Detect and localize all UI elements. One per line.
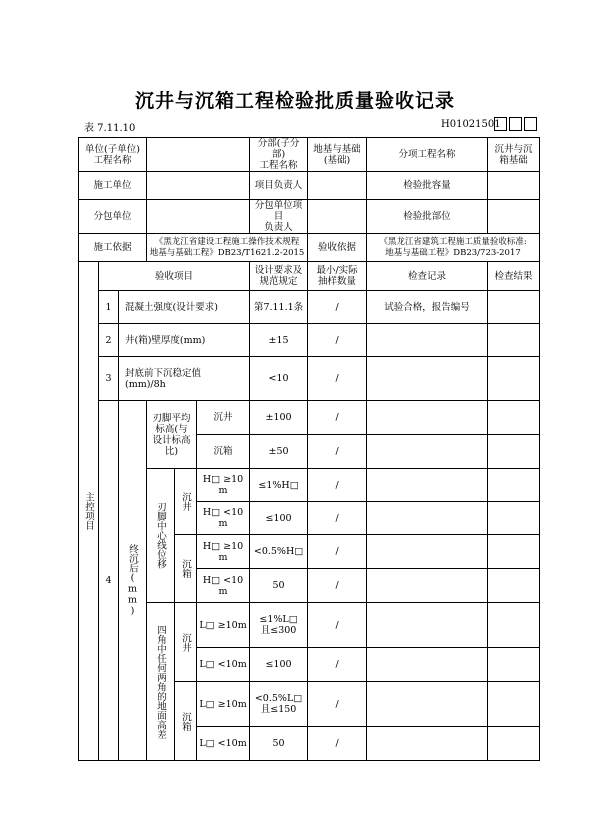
row-record[interactable] xyxy=(367,401,488,435)
cond: L□ <10m xyxy=(197,648,250,682)
row-sample: / xyxy=(308,535,367,569)
row-no: 4 xyxy=(99,401,119,761)
code-box[interactable] xyxy=(524,117,537,131)
basis-value: 《黑龙江省建设工程施工操作技术规程 地基与基础工程》DB23/T1621.2-2015 xyxy=(147,234,308,262)
row-item: 封底前下沉稳定值 (mm)/8h xyxy=(119,357,250,401)
row-record[interactable] xyxy=(367,502,488,535)
row-req: ±15 xyxy=(250,324,308,357)
sub-pm-label: 分包单位项目 负责人 xyxy=(250,200,308,234)
page-title: 沉井与沉箱工程检验批质量验收记录 xyxy=(134,90,455,112)
row-result[interactable] xyxy=(488,682,540,727)
row-result[interactable] xyxy=(488,357,540,401)
row-result[interactable] xyxy=(488,502,540,535)
row-result[interactable] xyxy=(488,648,540,682)
row-req: 50 xyxy=(250,569,308,603)
well-label: 沉井 xyxy=(175,469,197,535)
capacity-label: 检验批容量 xyxy=(367,172,488,200)
contractor-value[interactable] xyxy=(147,172,250,200)
code-box[interactable] xyxy=(509,117,522,131)
col-design: 设计要求及 规范规定 xyxy=(250,262,308,291)
row-record[interactable] xyxy=(367,357,488,401)
row-sample: / xyxy=(308,469,367,502)
item-value: 沉井与沉箱基础 xyxy=(488,138,540,172)
box-label: 沉箱 xyxy=(175,535,197,603)
pm-label: 项目负责人 xyxy=(250,172,308,200)
cond: L□ ≥10m xyxy=(197,682,250,727)
row-req: ≤100 xyxy=(250,502,308,535)
row-req: ≤1%L□ 且≤300 xyxy=(250,603,308,648)
col-item: 验收项目 xyxy=(99,262,250,291)
row-result[interactable] xyxy=(488,435,540,469)
basis-label: 施工依据 xyxy=(79,234,147,262)
capacity-value[interactable] xyxy=(488,172,540,200)
row-req: <0.5%H□ xyxy=(250,535,308,569)
row-record[interactable] xyxy=(367,648,488,682)
row-no: 1 xyxy=(99,291,119,324)
contractor-label: 施工单位 xyxy=(79,172,147,200)
form-number: 表 7.11.10 xyxy=(84,123,136,134)
row-record[interactable] xyxy=(367,324,488,357)
cond: H□ <10m xyxy=(197,569,250,603)
row-item: 混凝土强度(设计要求) xyxy=(119,291,250,324)
blade-elevation-label: 刃脚平均 标高(与 设计标高 比) xyxy=(147,401,197,469)
row-record[interactable] xyxy=(367,569,488,603)
code-box[interactable] xyxy=(494,117,507,131)
row-result[interactable] xyxy=(488,291,540,324)
row-result[interactable] xyxy=(488,603,540,648)
acceptance-basis-value: 《黑龙江省建筑工程施工质量验收标准: 地基与基础工程》DB23/723-2017 xyxy=(367,234,540,262)
cond: 沉井 xyxy=(197,401,250,435)
subcontractor-label: 分包单位 xyxy=(79,200,147,234)
row-result[interactable] xyxy=(488,535,540,569)
row-sample: / xyxy=(308,682,367,727)
row-req: <0.5%L□ 且≤150 xyxy=(250,682,308,727)
pm-value[interactable] xyxy=(308,172,367,200)
row-result[interactable] xyxy=(488,469,540,502)
row-req: 第7.11.1条 xyxy=(250,291,308,324)
row-no: 3 xyxy=(99,357,119,401)
row-sample: / xyxy=(308,502,367,535)
row-sample: / xyxy=(308,569,367,603)
main-control-label: 主控项目 xyxy=(79,262,99,761)
cond: H□ <10m xyxy=(197,502,250,535)
row-result[interactable] xyxy=(488,727,540,761)
box-label: 沉箱 xyxy=(175,682,197,761)
row-no: 2 xyxy=(99,324,119,357)
row-record[interactable] xyxy=(367,435,488,469)
form-code: H01021501 xyxy=(441,119,501,130)
inspection-table xyxy=(78,137,540,761)
row-req: ≤100 xyxy=(250,648,308,682)
row-sample: / xyxy=(308,401,367,435)
subcontractor-value[interactable] xyxy=(147,200,250,234)
row-record[interactable] xyxy=(367,603,488,648)
cond: H□ ≥10m xyxy=(197,535,250,569)
row-sample: / xyxy=(308,727,367,761)
blade-center-label: 刃脚中心线位移 xyxy=(147,469,175,603)
unit-label: 单位(子单位) 工程名称 xyxy=(79,138,147,172)
well-label: 沉井 xyxy=(175,603,197,682)
cond: L□ <10m xyxy=(197,727,250,761)
row-item: 井(箱)壁厚度(mm) xyxy=(119,324,250,357)
row-result[interactable] xyxy=(488,401,540,435)
row-req: ±100 xyxy=(250,401,308,435)
row-record[interactable] xyxy=(367,682,488,727)
row-record[interactable] xyxy=(367,727,488,761)
row-record[interactable] xyxy=(367,469,488,502)
col-record: 检查记录 xyxy=(367,262,488,291)
cond: L□ ≥10m xyxy=(197,603,250,648)
col-result: 检查结果 xyxy=(488,262,540,291)
cond: 沉箱 xyxy=(197,435,250,469)
row-req: <10 xyxy=(250,357,308,401)
cond: H□ ≥10m xyxy=(197,469,250,502)
row-result[interactable] xyxy=(488,569,540,603)
row-sample: / xyxy=(308,357,367,401)
row-req: ≤1%H□ xyxy=(250,469,308,502)
sub-pm-value[interactable] xyxy=(308,200,367,234)
row-req: 50 xyxy=(250,727,308,761)
part-label: 检验批部位 xyxy=(367,200,488,234)
acceptance-basis-label: 验收依据 xyxy=(308,234,367,262)
row-sample: / xyxy=(308,648,367,682)
row-record[interactable] xyxy=(367,535,488,569)
row-sample: / xyxy=(308,435,367,469)
row-result[interactable] xyxy=(488,324,540,357)
corner-diff-label: 四角中任何两角的地面高差 xyxy=(147,603,175,761)
col-sample: 最小/实际 抽样数量 xyxy=(308,262,367,291)
unit-value[interactable] xyxy=(147,138,250,172)
row-req: ±50 xyxy=(250,435,308,469)
sub-unit-value: 地基与基础 (基础) xyxy=(308,138,367,172)
sub-unit-label: 分部(子分部) 工程名称 xyxy=(250,138,308,172)
part-value[interactable] xyxy=(488,200,540,234)
row-sample: / xyxy=(308,603,367,648)
final-label: 终沉后(mm) xyxy=(119,401,147,761)
row-sample: / xyxy=(308,291,367,324)
row-record: 试验合格，报告编号 xyxy=(367,291,488,324)
row-sample: / xyxy=(308,324,367,357)
item-label: 分项工程名称 xyxy=(367,138,488,172)
